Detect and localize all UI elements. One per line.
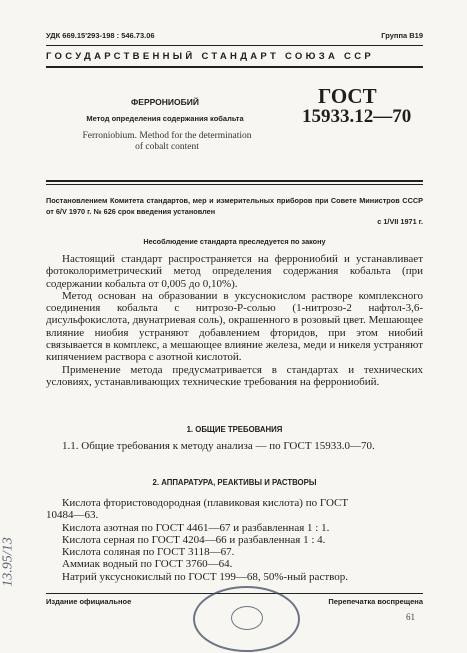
gost-label: ГОСТ <box>318 84 377 108</box>
header-row <box>46 31 423 40</box>
doc-title-english <box>62 131 272 153</box>
reagent-item: 10484—63. <box>46 509 99 522</box>
intro-paragraph-3: Применение метода предусматривается в стандартах и технических условиях, устанавливающих технические требования на феррониобий. <box>46 363 423 388</box>
group-code: Группа В19 <box>381 31 423 40</box>
title-en-line-2: of cobalt content <box>135 142 199 152</box>
violation-note: Несоблюдение стандарта преследуется по закону <box>143 237 326 246</box>
page-number: 61 <box>406 612 415 622</box>
decree-text <box>46 196 423 228</box>
reagent-list <box>46 497 423 583</box>
section-1-paragraph: 1.1. Общие требования к методу анализа — по ГОСТ 15933.0—70. <box>62 440 375 452</box>
title-en-line-1: Ferroniobium. Method for the determination <box>82 131 252 141</box>
title-rule-1 <box>46 180 423 182</box>
section-1-text <box>46 440 423 452</box>
title-rule-2 <box>46 184 423 185</box>
reagent-item: Кислота соляная по ГОСТ 3118—67. <box>62 546 235 559</box>
doc-subtitle: Метод определения содержания кобальта <box>86 114 244 123</box>
stamp-emblem <box>231 606 263 630</box>
standard-line: ГОСУДАРСТВЕННЫЙ СТАНДАРТ СОЮЗА ССР <box>46 51 375 62</box>
reagent-item: Натрий уксуснокислый по ГОСТ 199—68, 50%-ный раствор. <box>62 570 348 583</box>
header-rule-top <box>46 45 423 46</box>
intro-paragraph-1: Настоящий стандарт распространяется на феррониобий и устанавливает фотоколориметрический метод определения содержания кобальта (при содержании кобальта от 0,005 до 0,10%). <box>46 253 423 290</box>
reprint-prohibited: Перепечатка воспрещена <box>328 597 423 606</box>
udk-code: УДК 669.15'293-198 : 546.73.06 <box>46 31 155 40</box>
decree-body: Постановлением Комитета стандартов, мер и измерительных приборов при Совете Министров СССР от 6/V 1970 г. № 626 срок введения установлен <box>46 196 423 216</box>
decree-date: с 1/VII 1971 г. <box>377 217 423 226</box>
margin-note-text: 13.95/13 <box>0 537 16 587</box>
section-1-heading: 1. ОБЩИЕ ТРЕБОВАНИЯ <box>186 425 283 434</box>
reagent-item: Кислота серная по ГОСТ 4204—66 и разбавленная 1 : 4. <box>62 533 326 546</box>
doc-title: ФЕРРОНИОБИЙ <box>131 97 199 107</box>
official-edition: Издание официальное <box>46 597 132 606</box>
header-rule-bottom <box>46 66 423 68</box>
reagent-item: Кислота фтористоводородная (плавиковая кислота) по ГОСТ <box>62 497 349 509</box>
reagent-item: Аммиак водный по ГОСТ 3760—64. <box>62 558 233 571</box>
gost-number: 15933.12—70 <box>302 106 412 127</box>
section-2-heading: 2. АППАРАТУРА, РЕАКТИВЫ И РАСТВОРЫ <box>152 478 317 487</box>
library-stamp <box>193 586 300 652</box>
intro-paragraph-2: Метод основан на образовании в уксуснокислом растворе комплексного соединения кобальта с нитрозо-Р-солью (1-нитрозо-2 нафтол-3,6-дисульфокислота, двунатриевая соль), окрашенного в розовый цвет. Мешающее влияние ниобия устраняют добавлением фторидов, при этом ниобий связывается в комплекс, а мешающее влияние железа, меди и никеля устраняют кипячением раствора с азотной кислотой. <box>46 289 423 364</box>
reagent-item: Кислота азотная по ГОСТ 4461—67 и разбавленная 1 : 1. <box>62 521 330 534</box>
intro-text <box>46 253 423 388</box>
handwritten-margin-note <box>2 520 40 608</box>
